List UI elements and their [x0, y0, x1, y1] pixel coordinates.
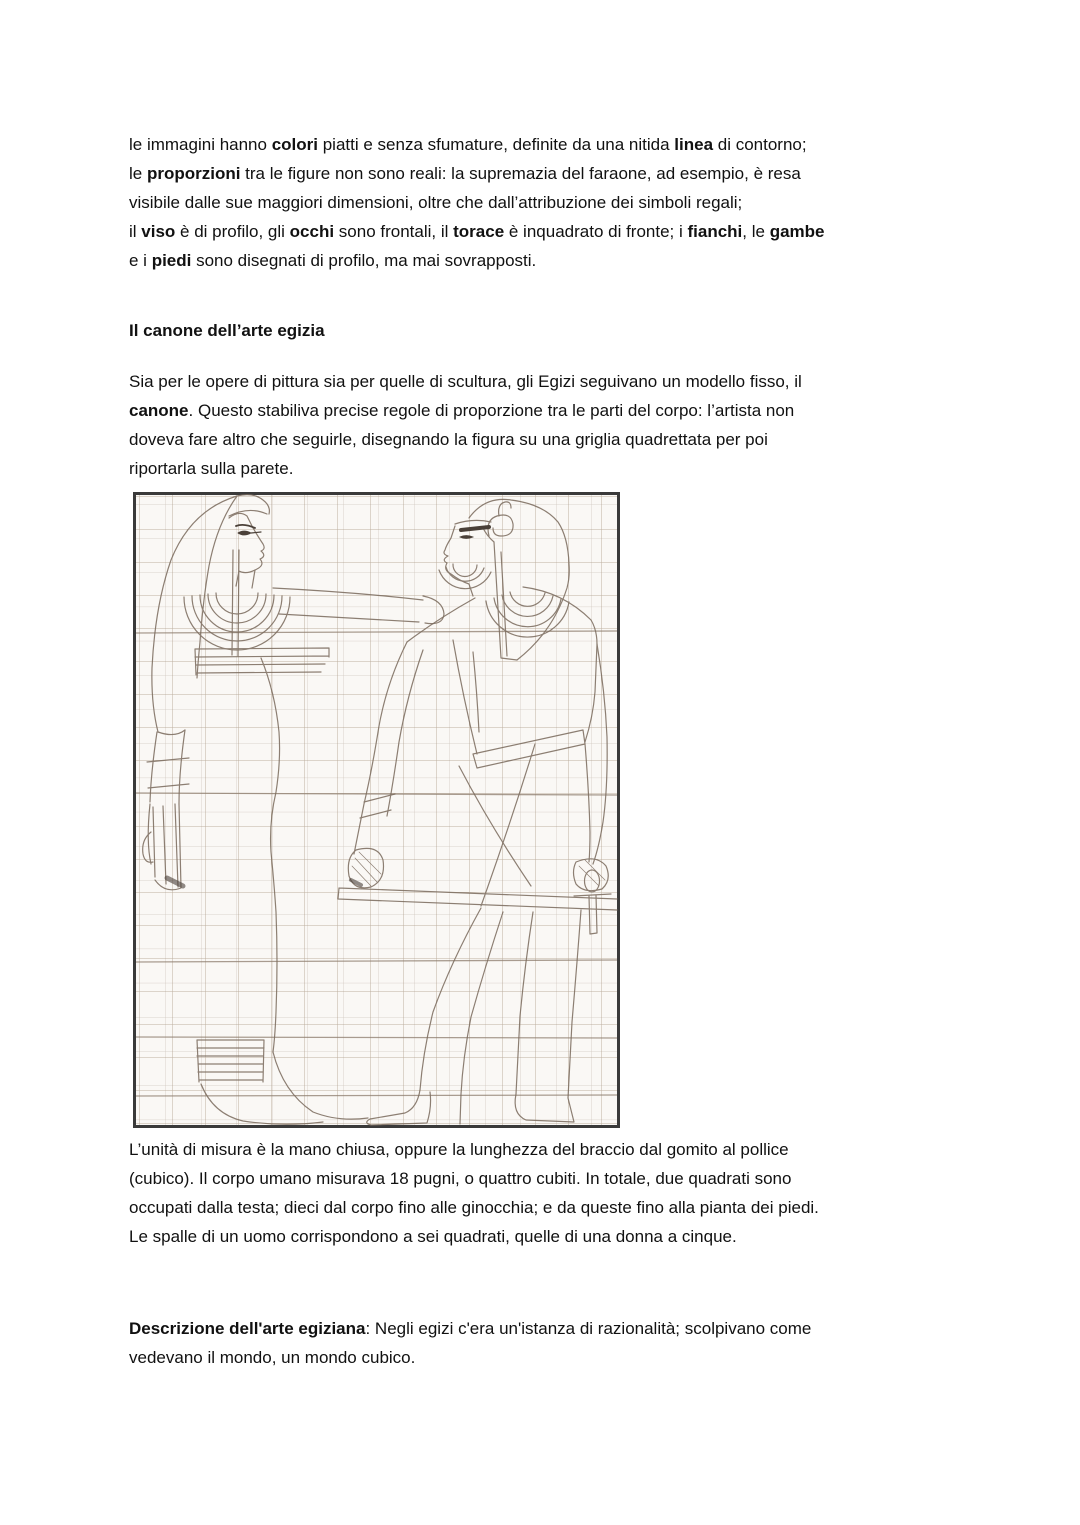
paragraph-canone: Sia per le opere di pittura sia per quelle di scultura, gli Egizi seguivano un modello fisso, il canone. Questo stabiliva precise regole di proporzione tra le parti del corpo: l’artista non doveva fare altro che seguirle, disegnando la figura su una griglia quadrettata per poi riportarla sulla parete. — [129, 372, 802, 478]
canon-grid-figure — [133, 492, 620, 1128]
paragraph-descrizione: Descrizione dell'arte egiziana: Negli egizi c'era un'istanza di razionalità; scolpivano come vedevano il mondo, un mondo cubico. — [129, 1319, 812, 1367]
paragraph-visual-rules: le immagini hanno colori piatti e senza sfumature, definite da una nitida linea di contorno; le proporzioni tra le figure non sono reali: la supremazia del faraone, ad esempio, è resa visibile dalle sue maggiori dimensioni, oltre che dall’attribuzione dei simboli regali; il viso è di profilo, gli occhi sono frontali, il torace è inquadrato di fronte; i fianchi, le gambe e i piedi sono disegnati di profilo, ma mai sovrapposti. — [129, 135, 825, 270]
section-heading: Il canone dell’arte egizia — [129, 321, 325, 340]
proportion-grid-overlay — [136, 495, 617, 1125]
paragraph-unita-misura: L’unità di misura è la mano chiusa, oppure la lunghezza del braccio dal gomito al pollice (cubico). Il corpo umano misurava 18 pugni, o quattro cubiti. In totale, due quadrati sono occupati dalla testa; dieci dal corpo fino alle ginocchia; e da queste fino alla pianta dei piedi. Le spalle di un uomo corrispondono a sei quadrati, quelle di una donna a cinque. — [129, 1140, 819, 1246]
document-page — [129, 130, 969, 1372]
egyptian-canon-drawing — [133, 492, 620, 1128]
